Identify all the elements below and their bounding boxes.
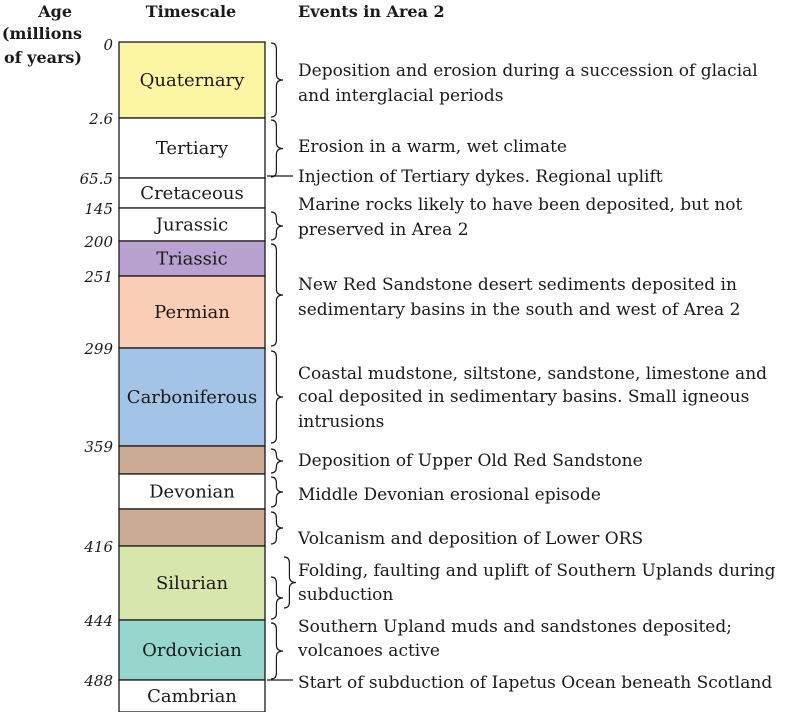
age-label-251: 251 bbox=[84, 268, 113, 286]
age-label-200: 200 bbox=[84, 233, 113, 251]
event-brace bbox=[271, 212, 283, 240]
event-item bbox=[298, 275, 740, 320]
event-text-line: New Red Sandstone desert sediments deposited in bbox=[298, 275, 737, 295]
event-text-line: Start of subduction of Iapetus Ocean beneath Scotland bbox=[298, 673, 773, 693]
event-text-line: and interglacial periods bbox=[298, 86, 504, 106]
event-brace bbox=[271, 623, 283, 679]
event-text-line: Folding, faulting and uplift of Southern Uplands during bbox=[298, 561, 776, 581]
event-brace bbox=[271, 449, 283, 473]
age-header-line-3: of years) bbox=[4, 48, 82, 67]
timescale-header: Timescale bbox=[145, 2, 237, 21]
age-header-line-2: (millions bbox=[1, 24, 82, 43]
period-label-silurian: Silurian bbox=[155, 573, 229, 594]
event-item bbox=[298, 195, 743, 240]
event-item bbox=[297, 617, 732, 661]
period-label-cambrian: Cambrian bbox=[147, 686, 237, 707]
event-text-line: Erosion in a warm, wet climate bbox=[298, 137, 567, 157]
age-header-line-1: Age bbox=[38, 2, 72, 21]
event-text-line: volcanoes active bbox=[298, 641, 440, 661]
period-label-ordovician: Ordovician bbox=[142, 640, 242, 661]
event-item bbox=[298, 451, 643, 471]
event-text-line: preserved in Area 2 bbox=[298, 220, 469, 240]
event-brace bbox=[271, 43, 283, 117]
event-text-line: Middle Devonian erosional episode bbox=[298, 485, 601, 505]
period-label-triassic: Triassic bbox=[156, 248, 228, 270]
event-brace bbox=[271, 244, 283, 346]
period-label-cretaceous: Cretaceous bbox=[140, 183, 244, 204]
events-header: Events in Area 2 bbox=[298, 2, 445, 21]
age-label-299: 299 bbox=[84, 340, 113, 358]
age-label-488: 488 bbox=[84, 672, 113, 690]
period-label-tertiary: Tertiary bbox=[155, 138, 229, 159]
event-brace bbox=[271, 512, 283, 544]
event-text-line: sedimentary basins in the south and west of Area 2 bbox=[298, 300, 741, 320]
event-text-line: intrusions bbox=[298, 412, 385, 432]
event-text-line: Southern Upland muds and sandstones deposited; bbox=[298, 617, 732, 637]
age-label-416: 416 bbox=[84, 538, 113, 556]
event-text-line: Deposition and erosion during a succession of glacial bbox=[298, 61, 758, 81]
event-item bbox=[297, 529, 643, 549]
event-item bbox=[298, 137, 567, 157]
event-text-line: coal deposited in sedimentary basins. Small igneous bbox=[298, 387, 750, 407]
period-label-devonian: Devonian bbox=[149, 481, 235, 503]
event-item bbox=[298, 167, 663, 187]
period-cell-unnamed-9 bbox=[119, 509, 265, 546]
timescale-column bbox=[119, 42, 265, 712]
event-item bbox=[298, 673, 772, 693]
period-label-quaternary: Quaternary bbox=[139, 70, 245, 91]
age-labels bbox=[80, 36, 114, 690]
period-cell-unnamed-7 bbox=[119, 446, 265, 474]
event-brace bbox=[271, 120, 283, 177]
age-label-359: 359 bbox=[84, 438, 113, 456]
event-text-line: Injection of Tertiary dykes. Regional uplift bbox=[298, 167, 663, 187]
age-label-0: 0 bbox=[103, 36, 113, 54]
age-label-2-6: 2.6 bbox=[89, 110, 113, 128]
event-text-line: subduction bbox=[298, 585, 394, 605]
event-brace bbox=[271, 577, 283, 619]
event-text-line: Deposition of Upper Old Red Sandstone bbox=[298, 451, 643, 471]
event-item bbox=[298, 61, 758, 106]
event-text-line: Volcanism and deposition of Lower ORS bbox=[298, 529, 644, 549]
age-label-444: 444 bbox=[84, 612, 113, 630]
events-column bbox=[267, 43, 776, 693]
event-item bbox=[298, 364, 767, 432]
age-label-145: 145 bbox=[84, 200, 113, 218]
event-brace bbox=[271, 351, 283, 443]
period-label-carboniferous: Carboniferous bbox=[126, 387, 258, 408]
event-item bbox=[298, 561, 776, 605]
event-text-line: Marine rocks likely to have been deposited, but not bbox=[298, 195, 743, 215]
period-label-permian: Permian bbox=[154, 302, 230, 323]
event-text-line: Coastal mudstone, siltstone, sandstone, limestone and bbox=[298, 364, 768, 384]
age-label-65-5: 65.5 bbox=[79, 170, 113, 188]
event-brace bbox=[271, 477, 283, 507]
event-item bbox=[298, 485, 601, 505]
period-label-jurassic: Jurassic bbox=[155, 214, 229, 236]
event-brace bbox=[284, 557, 296, 608]
